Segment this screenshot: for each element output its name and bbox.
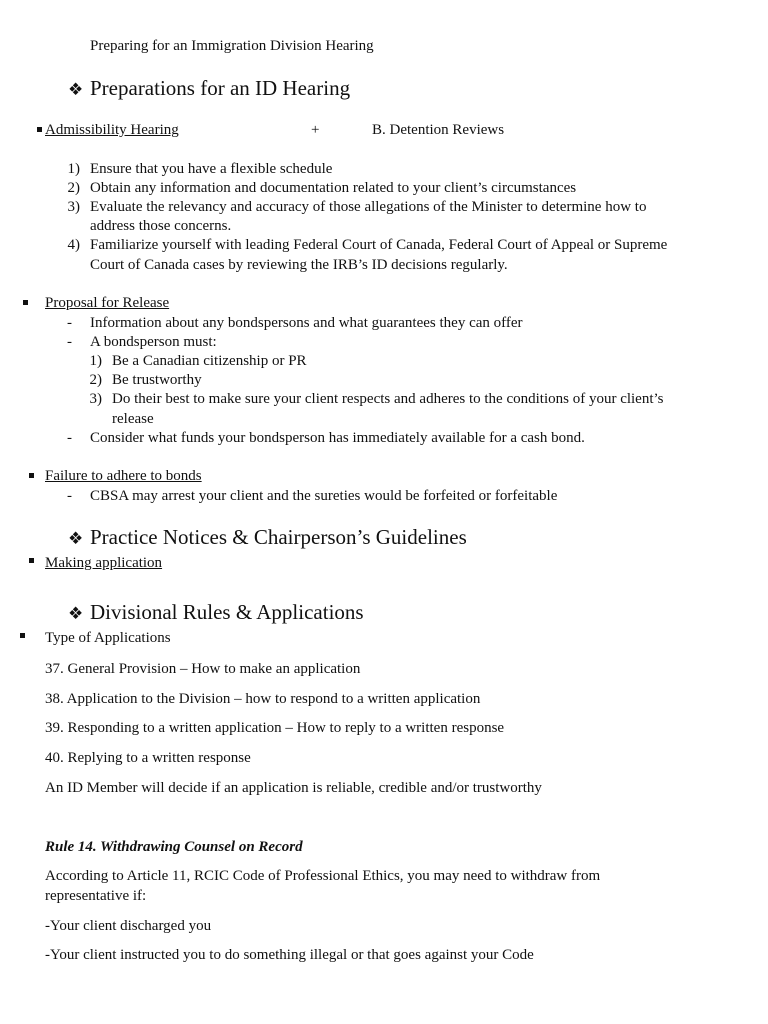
section-heading-text: Divisional Rules & Applications <box>90 600 364 624</box>
section-heading-text: Preparations for an ID Hearing <box>90 76 351 100</box>
plus-sign: + <box>311 122 320 138</box>
rule-14-paragraph-line: representative if: <box>45 888 147 904</box>
sub-text: Do their best to make sure your client respects and adheres to the conditions of your client’s <box>112 391 664 407</box>
section-heading-practice-notices <box>68 524 467 552</box>
rule-item: 37. General Provision – How to make an application <box>45 661 361 677</box>
square-bullet-icon <box>29 473 34 478</box>
release-item: Information about any bondspersons and what guarantees they can offer <box>90 315 523 331</box>
section-heading-divisional-rules <box>68 599 364 627</box>
section-heading-preparations <box>68 75 350 103</box>
making-application-label: Making application <box>45 555 163 571</box>
diamond-bullet-icon: ❖ <box>68 604 84 623</box>
sub-number: 3) <box>89 391 102 407</box>
release-item: Consider what funds your bondsperson has immediately available for a cash bond. <box>90 430 585 446</box>
rule-14-paragraph-line: According to Article 11, RCIC Code of Professional Ethics, you may need to withdraw from <box>45 868 601 884</box>
rule-item: 38. Application to the Division – how to respond to a written application <box>45 691 481 707</box>
withdraw-reason: -Your client discharged you <box>45 918 212 934</box>
section-heading-text: Practice Notices & Chairperson’s Guidelines <box>90 525 467 549</box>
sub-text: Be trustworthy <box>112 372 202 388</box>
sub-number: 2) <box>89 372 102 388</box>
square-bullet-icon <box>20 633 25 638</box>
document-title: Preparing for an Immigration Division Hearing <box>90 38 374 54</box>
step-text: Ensure that you have a flexible schedule <box>90 161 333 177</box>
rule-14-title: Rule 14. Withdrawing Counsel on Record <box>45 839 303 855</box>
square-bullet-icon <box>37 127 42 132</box>
step-number: 1) <box>67 161 80 177</box>
rule-item: 40. Replying to a written response <box>45 750 251 766</box>
step-number: 2) <box>67 180 80 196</box>
id-member-note: An ID Member will decide if an application is reliable, credible and/or trustworthy <box>45 780 542 796</box>
step-text-continued: Court of Canada cases by reviewing the IRB’s ID decisions regularly. <box>90 257 508 273</box>
step-text-continued: address those concerns. <box>90 218 232 234</box>
diamond-bullet-icon: ❖ <box>68 80 84 99</box>
sub-number: 1) <box>89 353 102 369</box>
admissibility-hearing-label: Admissibility Hearing <box>45 122 179 138</box>
sub-text: Be a Canadian citizenship or PR <box>112 353 307 369</box>
type-of-applications-label: Type of Applications <box>45 630 171 646</box>
sub-text-continued: release <box>112 411 154 427</box>
step-text: Obtain any information and documentation related to your client’s circumstances <box>90 180 577 196</box>
failure-item: CBSA may arrest your client and the sureties would be forfeited or forfeitable <box>90 488 558 504</box>
square-bullet-icon <box>29 558 34 563</box>
diamond-bullet-icon: ❖ <box>68 529 84 548</box>
detention-reviews-label: B. Detention Reviews <box>372 122 505 138</box>
dash-bullet: - <box>67 334 72 350</box>
square-bullet-icon <box>23 300 28 305</box>
failure-to-adhere-title: Failure to adhere to bonds <box>45 468 202 484</box>
withdraw-reason: -Your client instructed you to do something illegal or that goes against your Code <box>45 947 534 963</box>
step-number: 3) <box>67 199 80 215</box>
dash-bullet: - <box>67 315 72 331</box>
rule-item: 39. Responding to a written application – How to reply to a written response <box>45 720 505 736</box>
proposal-for-release-title: Proposal for Release <box>45 295 170 311</box>
step-text: Evaluate the relevancy and accuracy of those allegations of the Minister to determine how to <box>90 199 647 215</box>
release-item: A bondsperson must: <box>90 334 217 350</box>
dash-bullet: - <box>67 488 72 504</box>
step-number: 4) <box>67 237 80 253</box>
step-text: Familiarize yourself with leading Federal Court of Canada, Federal Court of Appeal or Supreme <box>90 237 668 253</box>
dash-bullet: - <box>67 430 72 446</box>
